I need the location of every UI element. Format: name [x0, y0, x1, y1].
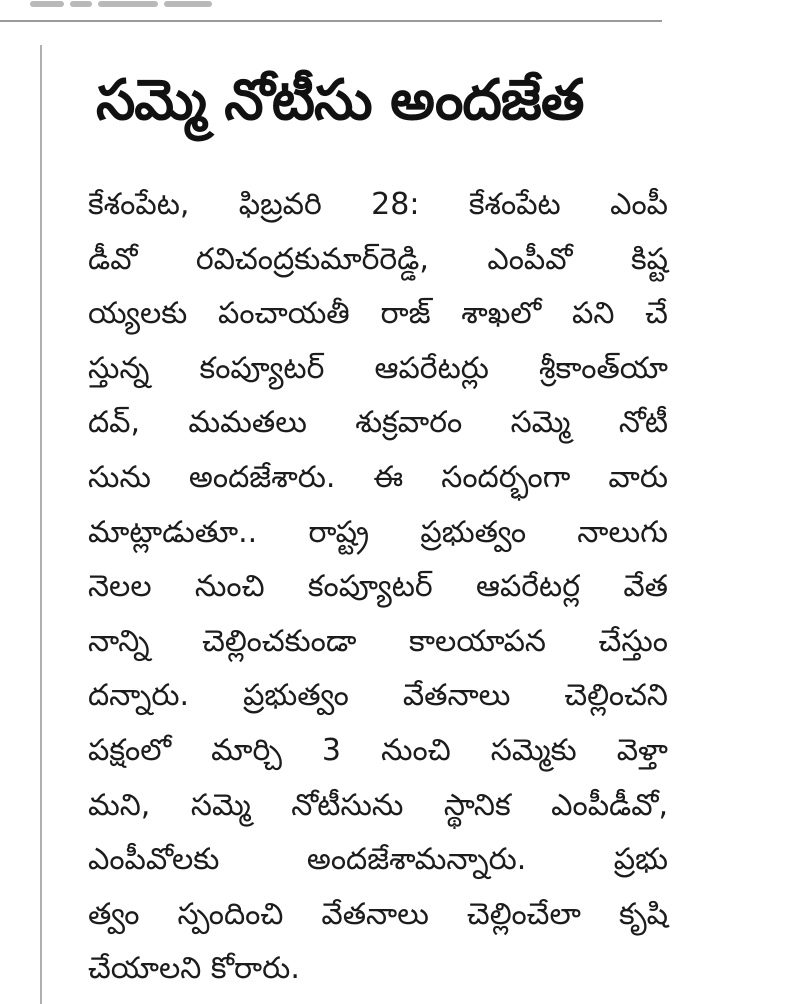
article-body-line: త్వం స్పందించి వేతనాలు చెల్లించేలా కృషి	[88, 896, 668, 932]
article-body-line: దన్నారు. ప్రభుత్వం వేతనాలు చెల్లించని	[88, 678, 668, 714]
top-divider-rule	[0, 20, 662, 22]
article-body-line: చేయాలని కోరారు.	[88, 951, 300, 987]
article-body-line: సును అందజేశారు. ఈ సందర్భంగా వారు	[88, 459, 668, 495]
article-body-line: కేశంపేట, ఫిబ్రవరి 28: కేశంపేట ఎంపీ	[88, 187, 668, 222]
article-body-line: నాన్ని చెల్లించకుండా కాలయాపన చేస్తుం	[88, 623, 668, 659]
article-body-line: దవ్, మమతలు శుక్రవారం సమ్మె నోటీ	[88, 405, 668, 441]
article-body-line: డీవో రవిచంద్రకుమార్‌రెడ్డి, ఎంపీవో కిష్ట	[88, 241, 668, 277]
column-divider-rule	[40, 45, 42, 1004]
article-body-line: స్తున్న కంప్యూటర్ ఆపరేటర్లు శ్రీకాంత్‌యా	[88, 350, 668, 386]
article-body-line: నెలల నుంచి కంప్యూటర్ ఆపరేటర్ల వేత	[88, 569, 668, 605]
article-body-line: మాట్లాడుతూ.. రాష్ట్ర ప్రభుత్వం నాలుగు	[88, 514, 668, 550]
article-body	[88, 178, 668, 997]
article-body-line: ఎంపీవోలకు అందజేశామన్నారు. ప్రభు	[88, 842, 668, 878]
article-body-line: య్యలకు పంచాయతీ రాజ్ శాఖలో పని చే	[88, 296, 668, 332]
cropped-previous-text	[30, 0, 240, 8]
article-body-line: మని, సమ్మె నోటీసును స్థానిక ఎంపీడీవో,	[88, 787, 668, 823]
article-headline: సమ్మె నోటీసు అందజేత	[96, 68, 584, 133]
article-body-line: పక్షంలో మార్చి 3 నుంచి సమ్మెకు వెళ్తా	[88, 732, 668, 768]
